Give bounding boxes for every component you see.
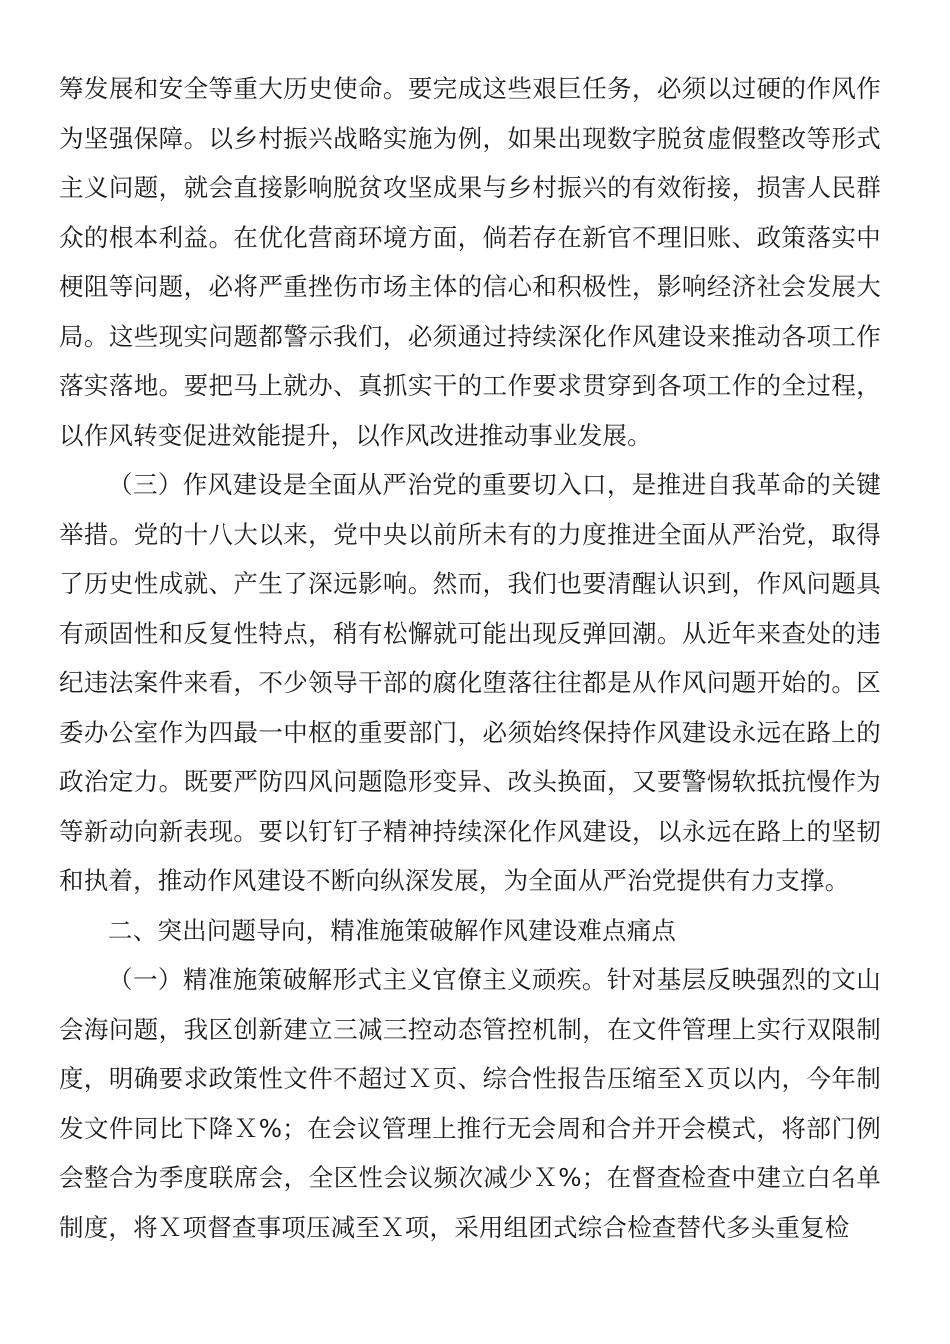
paragraph-section-three: （三）作风建设是全面从严治党的重要切入口，是推进自我革命的关键举措。党的十八大以来，党中央以前所未有的力度推进全面从严治党，取得了历史性成就、产生了深远影响。然而，我们也要清醒认识到，作风问题具有顽固性和反复性特点，稍有松懈就可能出现反弹回潮。从近年来查处的违纪违法案件来看，不少领导干部的腐化堕落往往都是从作风问题开始的。区委办公室作为四最一中枢的重要部门，必须始终保持作风建设永远在路上的政治定力。既要严防四风问题隐形变异、改头换面，又要警惕软抵抗慢作为等新动向新表现。要以钉钉子精神持续深化作风建设，以永远在路上的坚韧和执着，推动作风建设不断向纵深发展，为全面从严治党提供有力支撑。: [59, 470, 881, 895]
document-page: [59, 64, 881, 1252]
paragraph-subsection-one: （一）精准施策破解形式主义官僚主义顽疾。针对基层反映强烈的文山会海问题，我区创新建立三减三控动态管控机制，在文件管理上实行双限制度，明确要求政策性文件不超过Ｘ页、综合性报告压缩至Ｘ页以内，今年制发文件同比下降Ｘ%；在会议管理上推行无会周和合并开会模式，将部门例会整合为季度联席会，全区性会议频次减少Ｘ%；在督查检查中建立白名单制度，将Ｘ项督查事项压减至Ｘ项，采用组团式综合检查替代多头重复检: [59, 965, 881, 1242]
section-heading-two: 二、突出问题导向，精准施策破解作风建设难点痛点: [108, 915, 677, 945]
paragraph-continuation: 筹发展和安全等重大历史使命。要完成这些艰巨任务，必须以过硬的作风作为坚强保障。以乡村振兴战略实施为例，如果出现数字脱贫虚假整改等形式主义问题，就会直接影响脱贫攻坚成果与乡村振兴的有效衔接，损害人民群众的根本利益。在优化营商环境方面，倘若存在新官不理旧账、政策落实中梗阻等问题，必将严重挫伤市场主体的信心和积极性，影响经济社会发展大局。这些现实问题都警示我们，必须通过持续深化作风建设来推动各项工作落实落地。要把马上就办、真抓实干的工作要求贯穿到各项工作的全过程，以作风转变促进效能提升，以作风改进推动事业发展。: [59, 74, 881, 450]
